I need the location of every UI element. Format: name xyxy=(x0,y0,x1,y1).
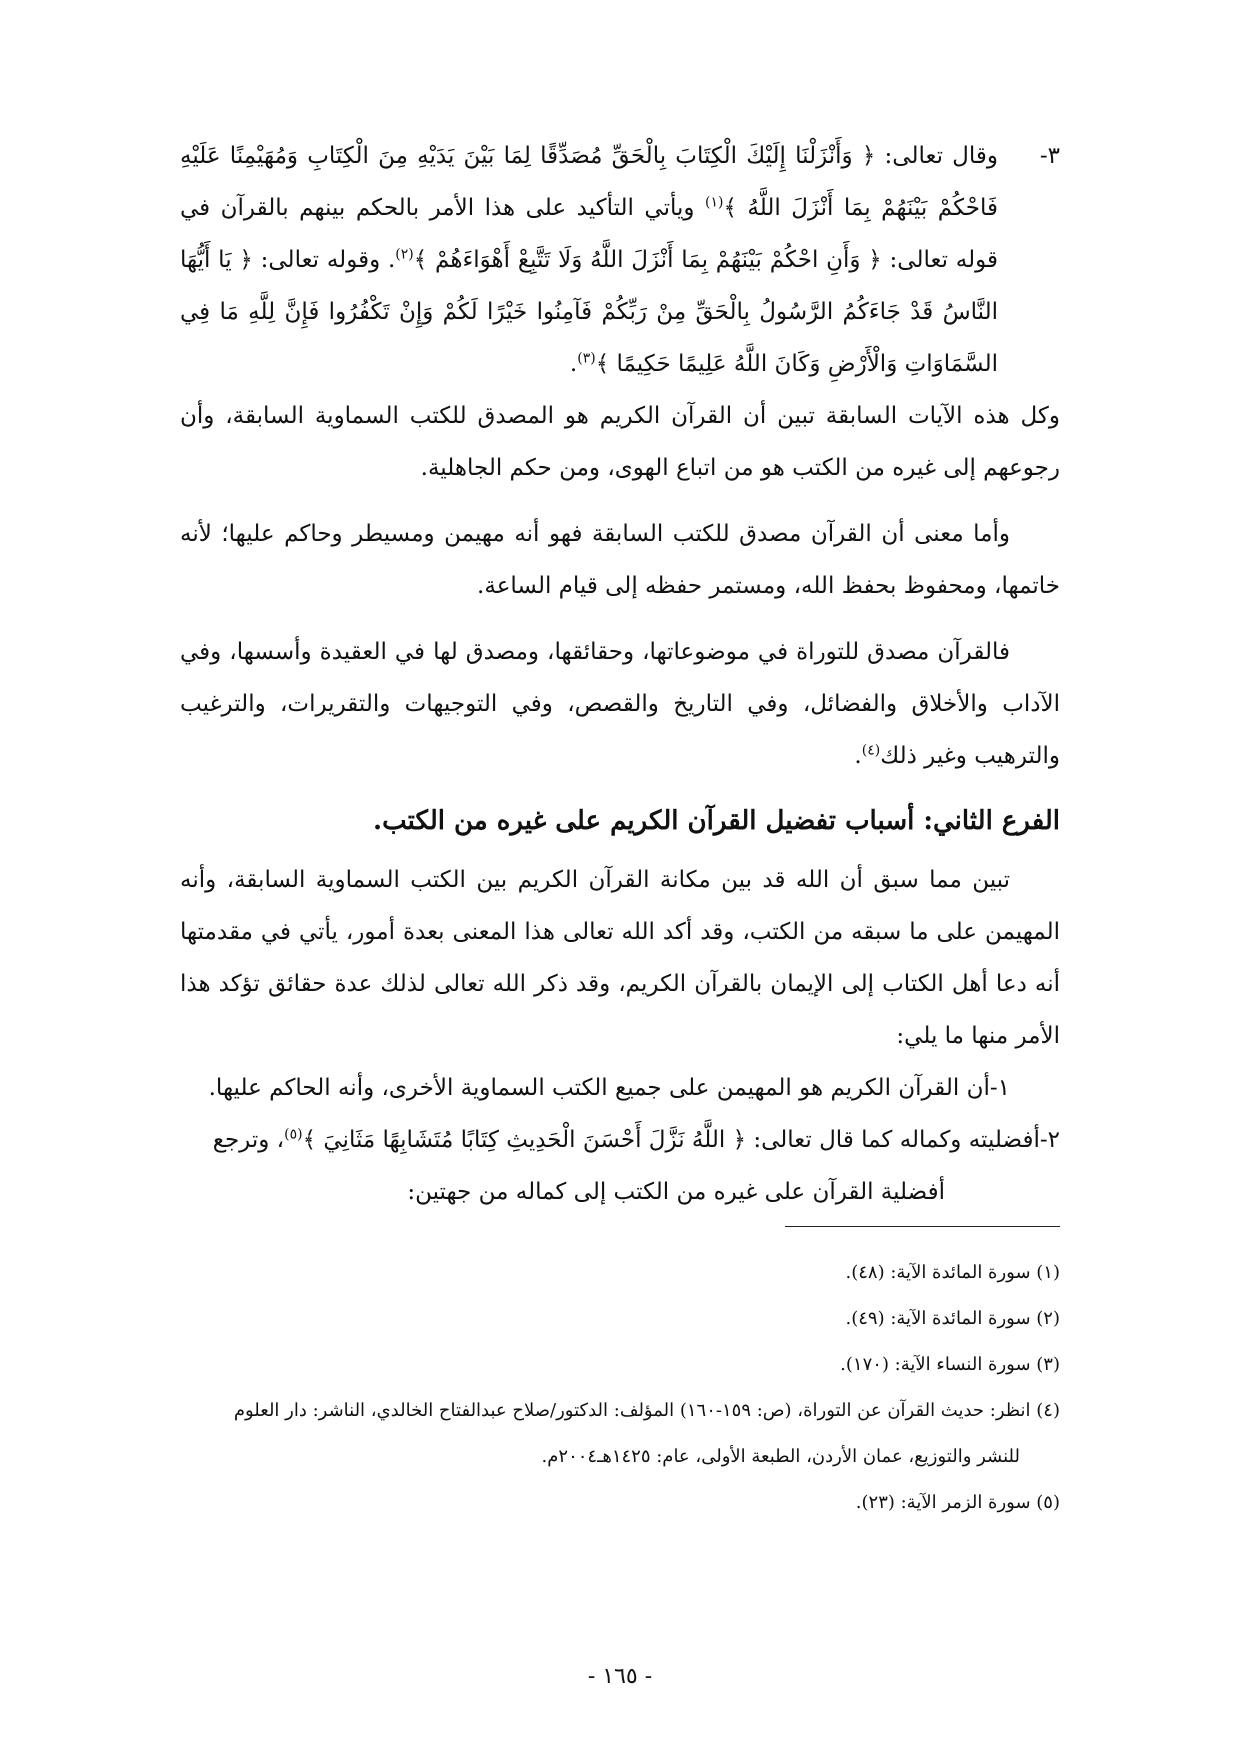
footnote-separator xyxy=(785,1226,1060,1227)
section-heading: الفرع الثاني: أسباب تفضيل القرآن الكريم على غيره من الكتب. xyxy=(373,806,1060,836)
numbered-item-3 xyxy=(180,130,1060,390)
footnote-4-line-1: (٤) انظر: حديث القرآن عن التوراة، (ص: ١٥٩-١٦٠) المؤلف: الدكتور/صلاح عبدالفتاح الخالدي، الناشر: دار العلوم xyxy=(233,1400,1060,1421)
footnote-ref-3[interactable]: (٣) xyxy=(577,350,596,367)
list-item-1: ١-أن القرآن الكريم هو المهيمن على جميع الكتب السماوية الأخرى، وأنه الحاكم عليها. xyxy=(208,1075,1010,1101)
paragraph-4: تبين مما سبق أن الله قد بين مكانة القرآن الكريم بين الكتب السماوية السابقة، وأنه المهيمن على ما سبقه من الكتب، وقد أكد الله تعالى هذا المعنى بعدة أمور، يأتي في مقدمتها أنه دعا أهل الكتاب إلى الإيمان بالقرآن الكريم، وقد ذكر الله تعالى لذلك عدة حقائق تؤكد هذا الأمر منها ما يلي: xyxy=(180,867,1060,1049)
footnote-ref-4[interactable]: (٤) xyxy=(861,742,881,759)
paragraph-1: وكل هذه الآيات السابقة تبين أن القرآن الكريم هو المصدق للكتب السماوية السابقة، وأن رجوعهم إلى غيره من الكتب هو من اتباع الهوى، ومن حكم الجاهلية. xyxy=(180,403,1060,481)
footnote-4 xyxy=(180,1388,1060,1480)
list-item-2 xyxy=(180,1114,1060,1166)
sentence-end: . xyxy=(569,351,578,377)
paragraph-3 xyxy=(180,626,1060,782)
list-item-2-text: ٢-أفضليته وكماله كما قال تعالى: ﴿ اللَّهُ نَزَّلَ أَحْسَنَ الْحَدِيثِ كِتَابًا مُتَشَابِهًا مَثَانِيَ ﴾ xyxy=(302,1127,1060,1153)
page-number: - ١٦٥ - xyxy=(587,1664,653,1689)
paragraph-2: وأما معنى أن القرآن مصدق للكتب السابقة فهو أنه مهيمن ومسيطر وحاكم عليها؛ لأنه خاتمها، ومحفوظ بحفظ الله، ومستمر حفظه إلى قيام الساعة. xyxy=(180,521,1060,599)
footnote-4-line-2: للنشر والتوزيع، عمان الأردن، الطبعة الأولى، عام: ١٤٢٥هـ٢٠٠٤م. xyxy=(541,1446,1020,1467)
item-text-continued: ويأتي التأكيد على هذا الأمر بالحكم بينهم بالقرآن في قوله تعالى: ﴿ وَأَنِ احْكُمْ بَيْنَهُمْ بِمَا أَنْزَلَ اللَّهُ وَلَا تَتَّبِعْ أَهْوَاءَهُمْ ﴾ xyxy=(180,195,998,273)
footnotes xyxy=(180,1250,1060,1526)
main-text xyxy=(180,130,1060,1218)
footnote-ref-5[interactable]: (٥) xyxy=(284,1126,303,1143)
quran-verse-nisa-170: . وقوله تعالى: ﴿ يَا أَيُّهَا النَّاسُ قَدْ جَاءَكُمُ الرَّسُولُ بِالْحَقِّ مِنْ رَبِّكُمْ فَآمِنُوا خَيْرًا لَكُمْ وَإِنْ تَكْفُرُوا فَإِنَّ لِلَّهِ مَا فِي السَّمَاوَاتِ وَالْأَرْضِ وَكَانَ اللَّهُ عَلِيمًا حَكِيمًا ﴾ xyxy=(180,247,998,377)
item-number: ٣- xyxy=(1039,143,1060,169)
list-item-2-continuation: أفضلية القرآن على غيره من الكتب إلى كماله من جهتين: xyxy=(407,1179,945,1205)
footnote-2: (٢) سورة المائدة الآية: (٤٩). xyxy=(845,1308,1060,1329)
paragraph-3-text: فالقرآن مصدق للتوراة في موضوعاتها، وحقائقها، ومصدق لها في العقيدة وأسسها، وفي الآداب والأخلاق والفضائل، وفي التاريخ والقصص، وفي التوجيهات والتقريرات، والترغيب والترهيب وغير ذلك xyxy=(180,639,1060,769)
quran-verse-maidah-48: وقال تعالى: ﴿ وَأَنْزَلْنَا إِلَيْكَ الْكِتَابَ بِالْحَقِّ مُصَدِّقًا لِمَا بَيْنَ يَدَيْهِ مِنَ الْكِتَابِ وَمُهَيْمِنًا عَلَيْهِ فَاحْكُمْ بَيْنَهُمْ بِمَا أَنْزَلَ اللَّهُ ﴾ xyxy=(180,143,998,221)
sentence-end: . xyxy=(854,743,862,769)
footnote-1: (١) سورة المائدة الآية: (٤٨). xyxy=(845,1262,1060,1283)
footnote-ref-1[interactable]: (١) xyxy=(704,194,724,211)
footnote-3: (٣) سورة النساء الآية: (١٧٠). xyxy=(840,1354,1060,1375)
footnote-ref-2[interactable]: (٢) xyxy=(395,246,414,263)
list-item-2-text-end: ، وترجع xyxy=(212,1127,285,1153)
footnote-5: (٥) سورة الزمر الآية: (٢٣). xyxy=(855,1492,1060,1513)
item-text xyxy=(180,130,998,390)
